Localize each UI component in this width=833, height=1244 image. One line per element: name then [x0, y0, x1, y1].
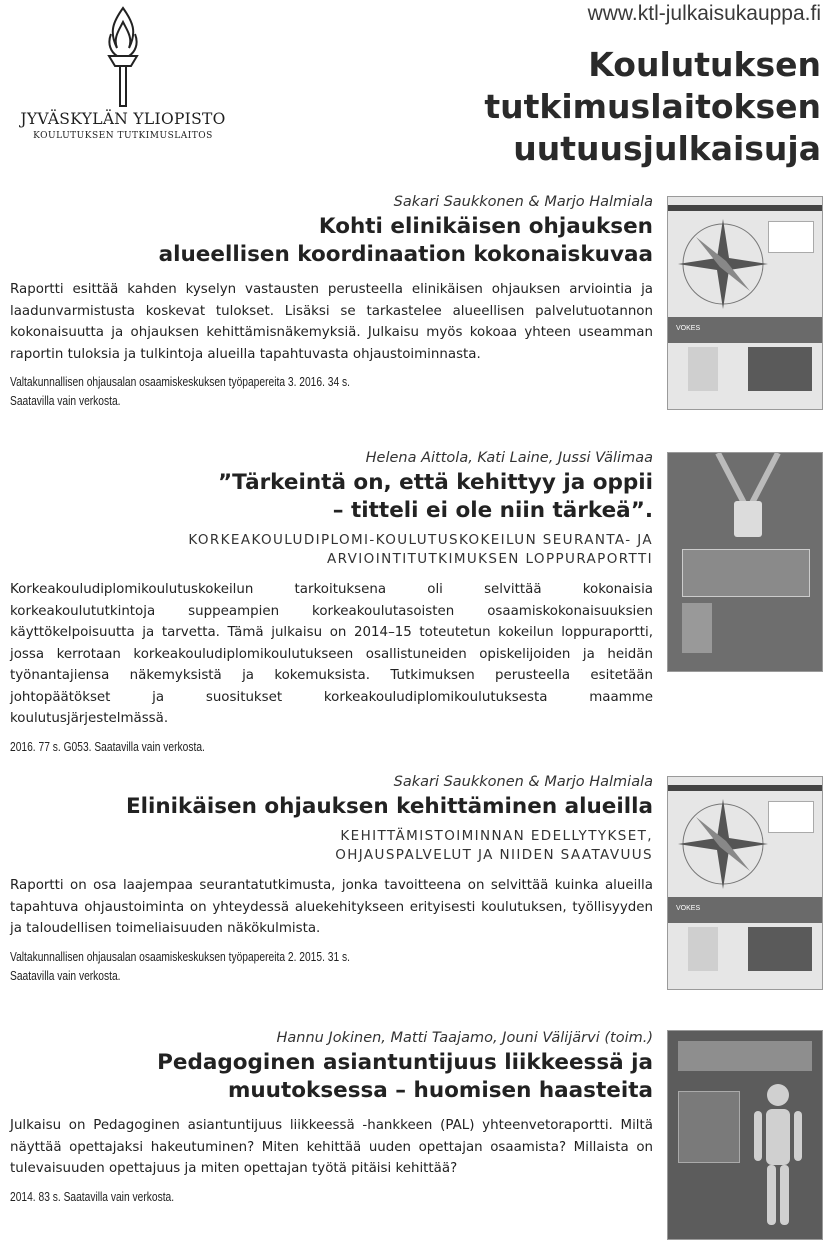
publication-title-line1: ”Tärkeintä on, että kehittyy ja oppii	[218, 470, 653, 495]
institute-name: KOULUTUKSEN TUTKIMUSLAITOS	[33, 131, 213, 141]
publication-subtitle	[10, 531, 653, 569]
page-title	[261, 44, 821, 170]
publication-3	[10, 774, 653, 986]
lanyard-badge-icon	[708, 453, 788, 543]
publication-meta	[10, 373, 537, 411]
university-logo	[8, 4, 238, 154]
publication-subtitle-line1: KORKEAKOULUDIPLOMI-KOULUTUSKOKEILUN SEURANTA- JA	[188, 532, 653, 548]
publication-title[interactable]	[10, 213, 653, 269]
publication-availability: Saatavilla vain verkosta.	[10, 394, 121, 408]
compass-rose-icon	[676, 797, 770, 891]
torch-icon	[91, 4, 155, 108]
publication-title[interactable]	[10, 793, 653, 821]
publication-series: 2016. 77 s. G053. Saatavilla vain verkosta.	[10, 739, 205, 754]
human-figure-icon	[748, 1081, 808, 1231]
publication-title-line2: – titteli ei ole niin tärkeä”.	[332, 498, 653, 523]
publication-4	[10, 1030, 653, 1207]
publication-authors: Sakari Saukkonen & Marjo Halmiala	[393, 194, 653, 210]
university-name: JYVÄSKYLÄN YLIOPISTO	[20, 110, 226, 128]
publication-4-cover[interactable]	[667, 1030, 823, 1240]
publication-1-cover[interactable]	[667, 196, 823, 410]
publication-title-line2: muutoksessa – huomisen haasteita	[227, 1078, 653, 1103]
publication-1	[10, 194, 653, 411]
publication-subtitle-line1: KEHITTÄMISTOIMINNAN EDELLYTYKSET,	[340, 828, 653, 844]
publication-title-line1: Elinikäisen ohjauksen kehittäminen alueilla	[125, 794, 653, 819]
publication-title-line1: Pedagoginen asiantuntijuus liikkeessä ja	[157, 1050, 653, 1075]
publication-title[interactable]	[10, 1049, 653, 1105]
publication-series: Valtakunnallisen ohjausalan osaamiskeskuksen työpapereita 3. 2016. 34 s.	[10, 375, 350, 389]
publication-2	[10, 450, 653, 757]
page-title-line1: Koulutuksen tutkimuslaitoksen	[484, 45, 821, 126]
publication-subtitle-line2: ARVIOINTITUTKIMUKSEN LOPPURAPORTTI	[326, 551, 653, 567]
publication-meta	[10, 1188, 537, 1207]
publication-authors: Hannu Jokinen, Matti Taajamo, Jouni Välijärvi (toim.)	[276, 1030, 653, 1046]
publication-2-cover[interactable]	[667, 452, 823, 672]
publication-3-cover[interactable]	[667, 776, 823, 990]
publication-description: Julkaisu on Pedagoginen asiantuntijuus liikkeessä -hankkeen (PAL) yhteenvetoraportti. Miltä näyttää opettajaksi hakeutuminen? Miten kehittää uuden opettajan osaamista? Millaista on tulevaisuuden opettajuus ja miten opettajan työtä pitäisi kehittää?	[10, 1118, 653, 1176]
publication-title-line2: alueellisen koordinaation kokonaiskuvaa	[158, 242, 653, 267]
page-title-line2: uutuusjulkaisuja	[513, 129, 821, 168]
shop-url[interactable]: www.ktl-julkaisukauppa.fi	[587, 2, 821, 25]
publication-authors: Helena Aittola, Kati Laine, Jussi Välimaa	[365, 450, 653, 466]
publication-title-line1: Kohti elinikäisen ohjauksen	[318, 214, 653, 239]
publication-authors: Sakari Saukkonen & Marjo Halmiala	[393, 774, 653, 790]
publication-series: 2014. 83 s. Saatavilla vain verkosta.	[10, 1189, 175, 1204]
publication-subtitle-line2: OHJAUSPALVELUT JA NIIDEN SAATAVUUS	[335, 847, 653, 863]
publication-meta	[10, 948, 537, 986]
publication-description: Raportti on osa laajempaa seurantatutkimusta, jonka tavoitteena on selvittää kuinka alueilla tapahtuva ohjaustoiminta on yhteydessä aluekehitykseen erityisesti koulutuksen, työllisyyden ja taloudellisen toimeliaisuuden näkökulmista.	[10, 878, 653, 936]
cover-label: VOKES	[676, 905, 701, 912]
publication-title[interactable]	[10, 469, 653, 525]
publication-subtitle	[10, 827, 653, 865]
publication-availability: Saatavilla vain verkosta.	[10, 968, 121, 983]
cover-label: VOKES	[676, 325, 701, 332]
publication-series: Valtakunnallisen ohjausalan osaamiskeskuksen työpapereita 2. 2015. 31 s.	[10, 949, 350, 964]
publication-description: Korkeakouludiplomikoulutuskokeilun tarkoituksena oli selvittää kokonaisia korkeakoulututkintoja suppeampien korkeakoulutasoisten osaamiskokonaisuuksien käyttökelpoisuutta ja tarvetta. Tämä julkaisu on 2014–15 toteutetun kokeilun loppuraportti, jossa kerrotaan korkeakouludiplomikoulutukseen osallistuneiden opiskelijoiden ja heidän työnantajiensa näkemyksistä ja kokemuksista. Tutkimuksen perusteella esitetään johtopäätökset ja suositukset korkeakouludiplomikoulutuksesta maamme koulutusjärjestelmässä.	[10, 582, 653, 726]
publication-description: Raportti esittää kahden kyselyn vastausten perusteella elinikäisen ohjauksen arviointia ja laadunvarmistusta koskevat tulokset. Lisäksi se tarkastelee alueellisen palvelutuotannon kokonaisuutta ja ohjauksen kehittämisnäkemyksiä. Julkaisu myös kokoaa yhteen useamman raportin tuloksia ja tulkintoja alueilla tapahtuvasta ohjaustoiminnasta.	[10, 282, 653, 362]
compass-rose-icon	[676, 217, 770, 311]
publication-meta	[10, 738, 537, 757]
